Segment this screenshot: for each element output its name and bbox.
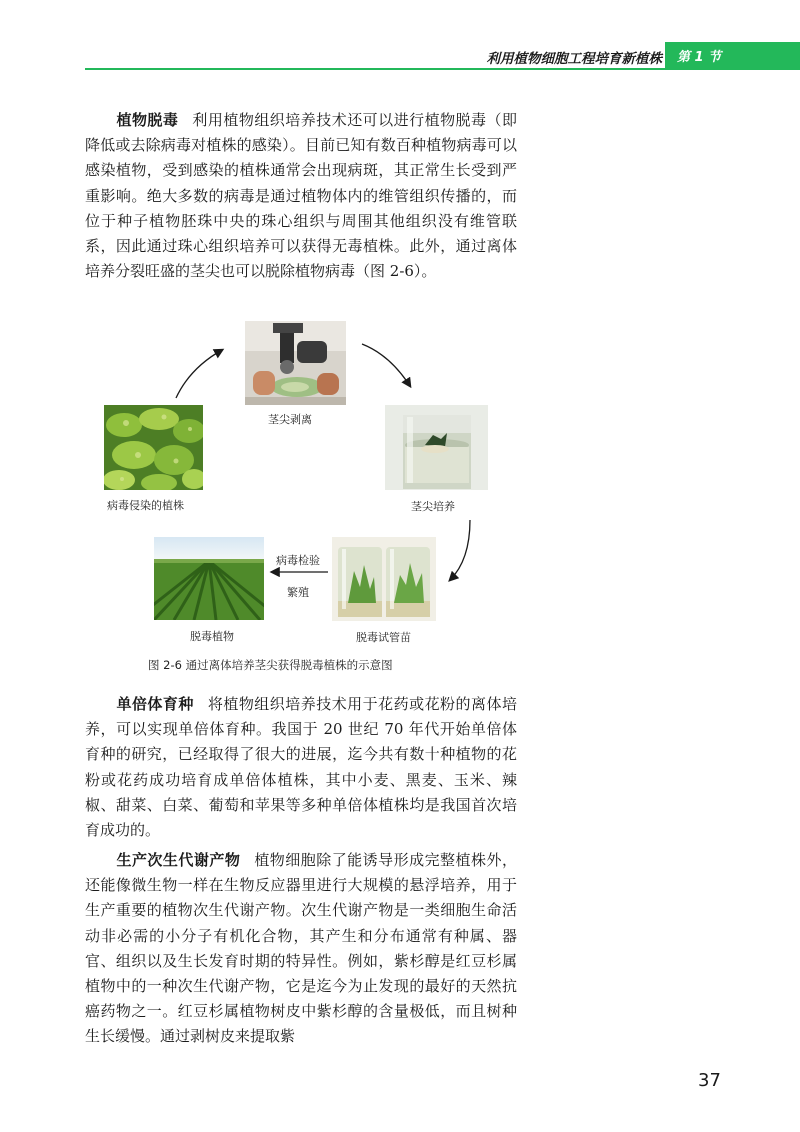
section-tab: 第 1 节 — [665, 42, 800, 68]
label-infected-plant: 病毒侵染的植株 — [107, 499, 184, 512]
term-secondary-metabolites: 生产次生代谢产物 — [116, 851, 241, 869]
paragraph-text: 植物细胞除了能诱导形成完整植株外，还能像微生物一样在生物反应器里进行大规模的悬浮培养，用于生产重要的植物次生代谢产物。次生代谢产物是一类细胞生命活动非必需的小分子有机化合物，其产生和分布通常有种属、器官、组织以及生长发育时期的特异性。例如，紫杉醇是红豆杉属植物中的一种次生代谢产物，它是迄今为止发现的最好的天然抗癌药物之一。红豆杉属植物树皮中紫杉醇的含量极低，而且树种生长缓慢。通过剥树皮来提取紫 — [85, 851, 517, 1046]
running-header-title: 利用植物细胞工程培育新植株 — [486, 51, 662, 67]
arrow-label-virus-testing: 病毒检验 — [276, 554, 320, 567]
arrow-excision-to-culture — [362, 344, 410, 386]
paragraph-secondary-metabolites — [85, 848, 517, 1050]
paragraph-haploid-breeding — [85, 692, 517, 843]
arrow-label-propagation: 繁殖 — [287, 586, 309, 599]
arrow-infected-to-excision — [176, 350, 222, 398]
paragraph-text: 将植物组织培养技术用于花药或花粉的离体培养，可以实现单倍体育种。我国于 20 世纪 70 年代开始单倍体育种的研究，已经取得了很大的进展，迄今共有数十种植物的花粉或花药成功培育成单倍体植株，其中小麦、黑麦、玉米、辣椒、甜菜、白菜、葡萄和苹果等多种单倍体植株均是我国首次培育成功的。 — [85, 695, 517, 840]
term-plant-detoxification: 植物脱毒 — [116, 111, 179, 129]
term-haploid-breeding: 单倍体育种 — [116, 695, 194, 713]
arrow-culture-to-plantlets — [450, 520, 470, 580]
figure-caption: 图 2-6 通过离体培养茎尖获得脱毒植株的示意图 — [148, 658, 393, 672]
label-stem-tip-excision: 茎尖剥离 — [268, 413, 312, 426]
page-number: 37 — [698, 1070, 721, 1091]
label-stem-tip-culture: 茎尖培养 — [411, 500, 455, 513]
label-virus-free-plants: 脱毒植物 — [190, 630, 234, 643]
label-virus-free-plantlets: 脱毒试管苗 — [356, 631, 411, 644]
paragraph-text: 利用植物组织培养技术还可以进行植物脱毒（即降低或去除病毒对植株的感染）。目前已知有数百种植物病毒可以感染植物，受到感染的植株通常会出现病斑，其正常生长受到严重影响。绝大多数的病毒是通过植物体内的维管组织传播的，而位于种子植物胚珠中央的珠心组织与周围其他组织没有维管联系，因此通过珠心组织培养可以获得无毒植株。此外，通过离体培养分裂旺盛的茎尖也可以脱除植物病毒（图 2-6）。 — [85, 111, 517, 281]
